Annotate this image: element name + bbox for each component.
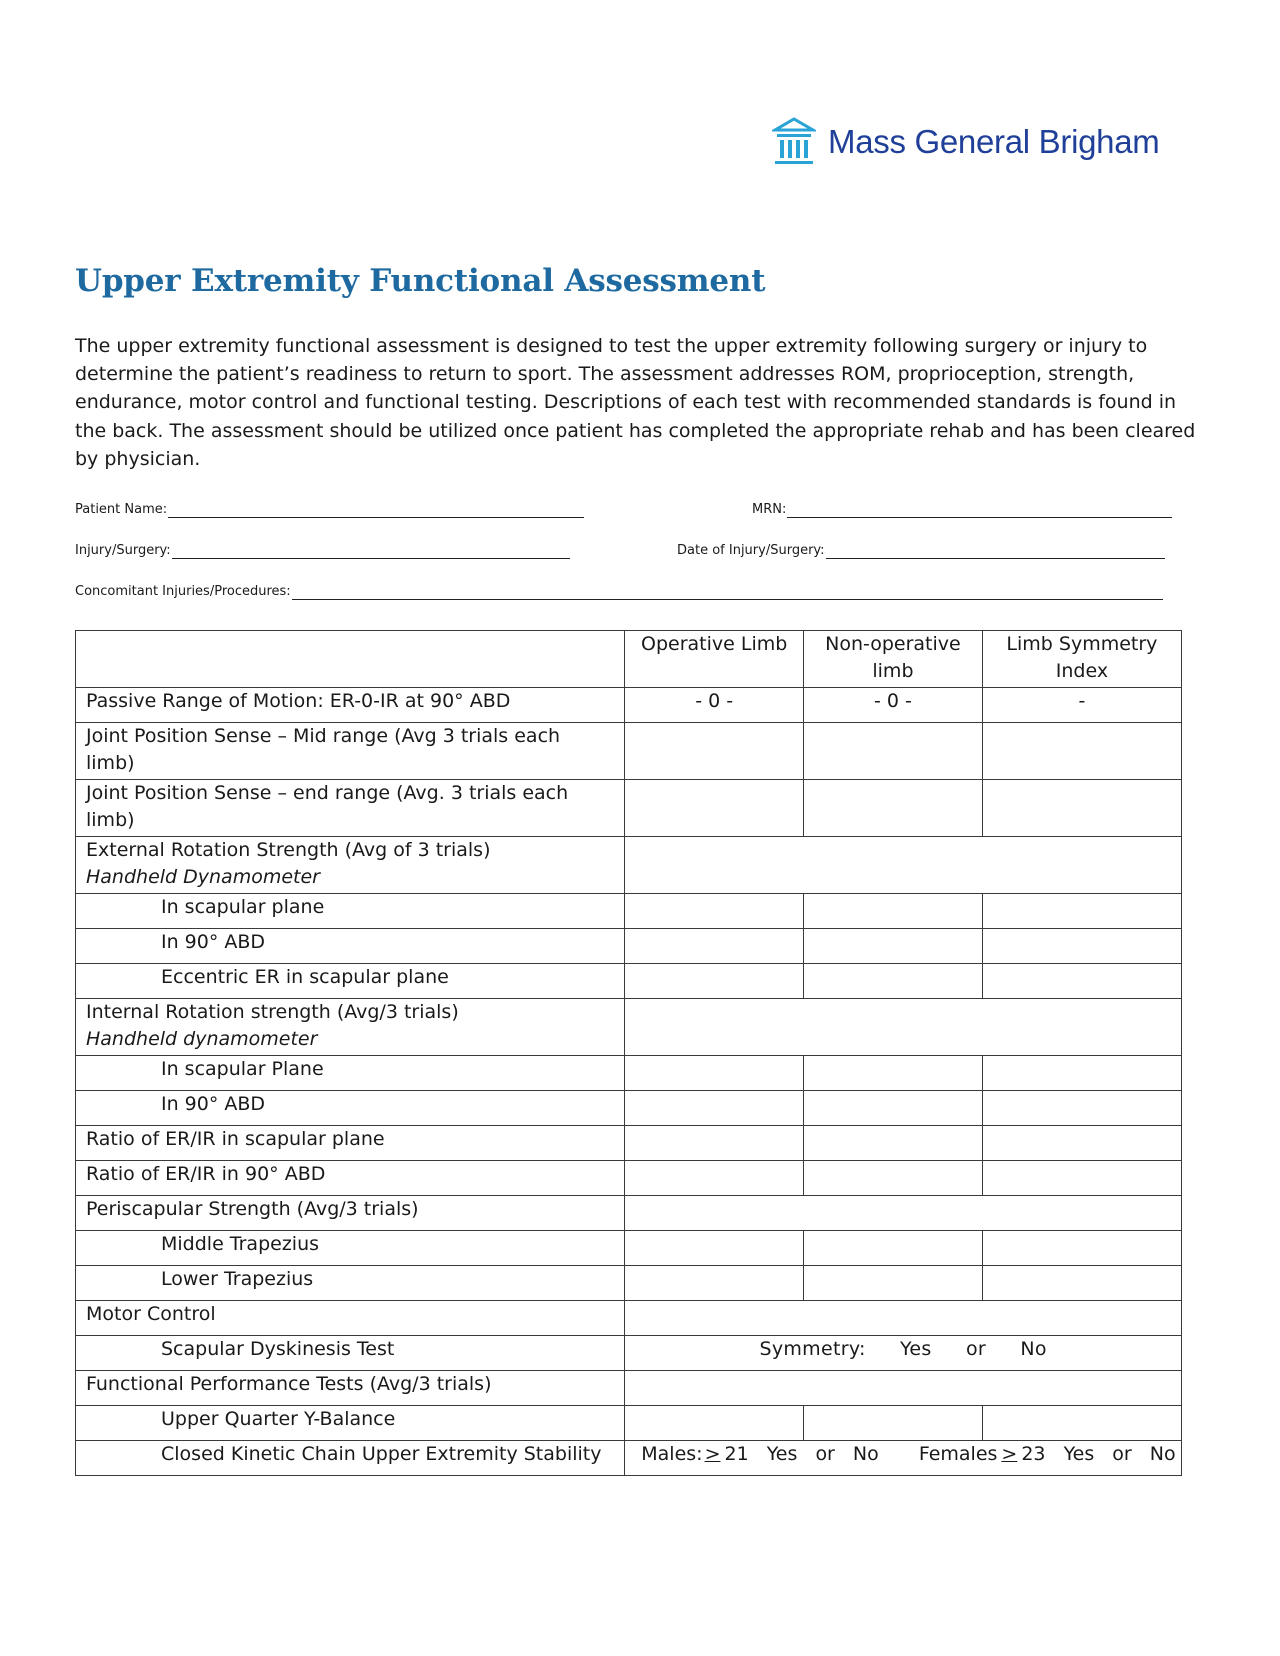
cell-mid-trap-operative[interactable] [625,1231,804,1266]
cell-jps-mid-lsi[interactable] [982,723,1181,780]
table-row [76,723,1182,780]
table-row [76,1231,1182,1266]
injury-surgery-line[interactable] [172,544,570,559]
cell-fpt-span [625,1371,1182,1406]
cell-yq-lsi[interactable] [982,1406,1181,1441]
row-label-middle-trapezius: Middle Trapezius [76,1231,625,1266]
table-header-row [76,631,1182,688]
cell-motor-control-span [625,1301,1182,1336]
table-row [76,1196,1182,1231]
cell-jps-mid-operative[interactable] [625,723,804,780]
cell-er-90-operative[interactable] [625,929,804,964]
table-row [76,1126,1182,1161]
injury-surgery-label: Injury/Surgery: [75,543,171,558]
ckc-males-or: or [815,1443,835,1465]
cell-low-trap-operative[interactable] [625,1266,804,1301]
page-title: Upper Extremity Functional Assessment [75,263,766,299]
assessment-table [75,630,1182,1476]
row-label-ratio-scapular: Ratio of ER/IR in scapular plane [76,1126,625,1161]
logo-text: Mass General Brigham [828,123,1160,160]
cell-er-scap-non-operative[interactable] [804,894,983,929]
intro-paragraph: The upper extremity functional assessment is designed to test the upper extremity following surgery or injury to determine the patient’s readiness to return to sport. The assessment addresses ROM, proprioception, strength, endurance, motor control and functional testing. Descriptions of each test with recommended standards is found in the back. The assessment should be utilized once patient has completed the appropriate rehab and has been cleared by physician. [75,335,1196,470]
ckc-males-value: 21 [724,1443,749,1465]
cell-prom-operative[interactable]: - 0 - [625,688,804,723]
cell-jps-end-lsi[interactable] [982,780,1181,837]
injury-surgery-field[interactable] [75,543,570,559]
cell-ir-90-non-operative[interactable] [804,1091,983,1126]
concomitant-field[interactable] [75,584,1163,600]
sdt-or-text: or [965,1338,987,1360]
cell-er-ecc-non-operative[interactable] [804,964,983,999]
ckc-females-value: 23 [1021,1443,1046,1465]
mrn-label: MRN: [752,502,787,517]
table-row [76,964,1182,999]
ir-strength-title: Internal Rotation strength (Avg/3 trials) [86,1001,459,1023]
row-label-jps-mid: Joint Position Sense – Mid range (Avg 3 trials each limb) [76,723,625,780]
ckc-females-no[interactable]: No [1149,1443,1176,1465]
cell-ratio-90-non-operative[interactable] [804,1161,983,1196]
header-non-operative-limb: Non-operative limb [804,631,983,688]
row-label-y-balance: Upper Quarter Y-Balance [76,1406,625,1441]
header-operative-limb: Operative Limb [625,631,804,688]
ir-strength-device: Handheld dynamometer [86,1028,318,1050]
sdt-symmetry-label: Symmetry: [759,1338,866,1360]
mrn-line[interactable] [787,503,1172,518]
table-row [76,780,1182,837]
er-strength-title: External Rotation Strength (Avg of 3 trials) [86,839,491,861]
cell-prom-non-operative[interactable]: - 0 - [804,688,983,723]
table-row [76,1266,1182,1301]
row-label-ratio-90: Ratio of ER/IR in 90° ABD [76,1161,625,1196]
cell-er-scap-operative[interactable] [625,894,804,929]
table-row [76,999,1182,1056]
cell-yq-non-operative[interactable] [804,1406,983,1441]
cell-low-trap-non-operative[interactable] [804,1266,983,1301]
row-label-periscapular: Periscapular Strength (Avg/3 trials) [76,1196,625,1231]
header-limb-symmetry-index: Limb Symmetry Index [982,631,1181,688]
cell-ir-scap-lsi[interactable] [982,1056,1181,1091]
row-label-prom: Passive Range of Motion: ER-0-IR at 90° ABD [76,688,625,723]
row-label-jps-end: Joint Position Sense – end range (Avg. 3 trials each limb) [76,780,625,837]
cell-jps-mid-non-operative[interactable] [804,723,983,780]
ckc-females-ge: > [1001,1443,1018,1465]
cell-yq-operative[interactable] [625,1406,804,1441]
cell-prom-lsi[interactable]: - [982,688,1181,723]
ckc-females-or: or [1112,1443,1132,1465]
ckc-males-ge: > [704,1443,721,1465]
cell-jps-end-operative[interactable] [625,780,804,837]
ckc-females-label: Females [918,1443,998,1465]
cell-er-strength-span [625,837,1182,894]
cell-ir-strength-span [625,999,1182,1056]
row-label-er-90: In 90° ABD [76,929,625,964]
table-row [76,1056,1182,1091]
patient-name-label: Patient Name: [75,502,168,517]
cell-er-90-non-operative[interactable] [804,929,983,964]
cell-sdt-symmetry [625,1336,1182,1371]
patient-name-field[interactable] [75,502,584,518]
date-of-injury-label: Date of Injury/Surgery: [677,543,825,558]
concomitant-label: Concomitant Injuries/Procedures: [75,584,291,599]
row-label-ckcuest: Closed Kinetic Chain Upper Extremity Stability [76,1441,625,1476]
table-row [76,929,1182,964]
row-label-motor-control: Motor Control [76,1301,625,1336]
cell-ir-scap-non-operative[interactable] [804,1056,983,1091]
date-of-injury-line[interactable] [826,544,1165,559]
table-row [76,1091,1182,1126]
mrn-field[interactable] [752,502,1172,518]
patient-name-line[interactable] [168,503,584,518]
sdt-yes-option[interactable]: Yes [900,1338,932,1360]
table-row [76,1161,1182,1196]
table-row [76,1441,1182,1476]
row-label-er-scapular: In scapular plane [76,894,625,929]
cell-er-90-lsi[interactable] [982,929,1181,964]
cell-mid-trap-non-operative[interactable] [804,1231,983,1266]
cell-jps-end-non-operative[interactable] [804,780,983,837]
cell-ir-scap-operative[interactable] [625,1056,804,1091]
cell-ir-90-lsi[interactable] [982,1091,1181,1126]
table-row [76,1371,1182,1406]
row-label-ir-strength [76,999,625,1056]
table-row [76,894,1182,929]
cell-low-trap-lsi[interactable] [982,1266,1181,1301]
cell-ratio-scap-lsi[interactable] [982,1126,1181,1161]
concomitant-line[interactable] [292,585,1163,600]
header-blank [76,631,625,688]
ckc-males-yes[interactable]: Yes [766,1443,798,1465]
date-of-injury-field[interactable] [677,543,1165,559]
cell-er-scap-lsi[interactable] [982,894,1181,929]
er-strength-device: Handheld Dynamometer [86,866,320,888]
row-label-ir-scapular: In scapular Plane [76,1056,625,1091]
row-label-lower-trapezius: Lower Trapezius [76,1266,625,1301]
cell-ir-90-operative[interactable] [625,1091,804,1126]
ckc-males-label: Males: [641,1443,703,1465]
table-row [76,1301,1182,1336]
row-label-er-eccentric: Eccentric ER in scapular plane [76,964,625,999]
logo [772,116,1159,168]
table-row [76,1336,1182,1371]
cell-ratio-90-operative[interactable] [625,1161,804,1196]
sdt-no-option[interactable]: No [1020,1338,1047,1360]
row-label-scapular-dyskinesis: Scapular Dyskinesis Test [76,1336,625,1371]
cell-er-ecc-operative[interactable] [625,964,804,999]
table-row [76,837,1182,894]
cell-ratio-scap-non-operative[interactable] [804,1126,983,1161]
cell-mid-trap-lsi[interactable] [982,1231,1181,1266]
cell-ratio-90-lsi[interactable] [982,1161,1181,1196]
table-row [76,1406,1182,1441]
row-label-ir-90: In 90° ABD [76,1091,625,1126]
cell-periscapular-span [625,1196,1182,1231]
cell-ratio-scap-operative[interactable] [625,1126,804,1161]
ckc-males-no[interactable]: No [852,1443,879,1465]
cell-er-ecc-lsi[interactable] [982,964,1181,999]
cell-ckcuest-criteria [625,1441,1182,1476]
row-label-er-strength [76,837,625,894]
ckc-females-yes[interactable]: Yes [1063,1443,1095,1465]
table-row [76,688,1182,723]
row-label-functional-performance: Functional Performance Tests (Avg/3 trials) [76,1371,625,1406]
building-columns-icon [772,116,816,168]
